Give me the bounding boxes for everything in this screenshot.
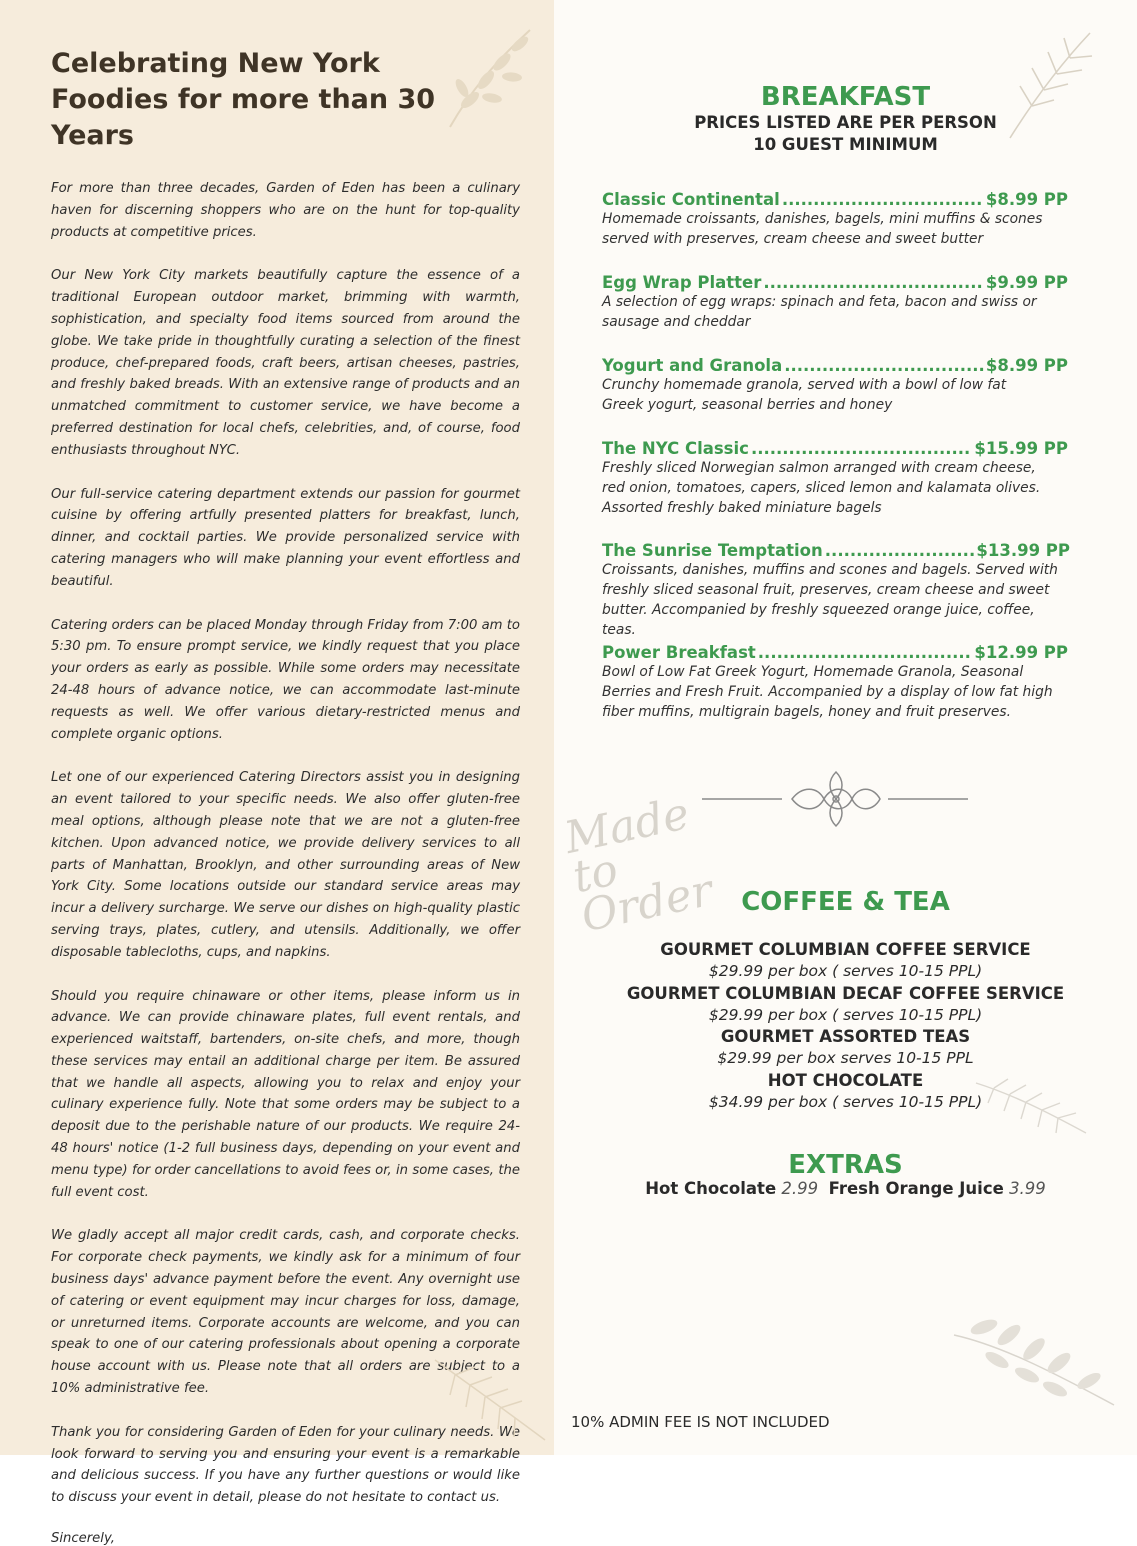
intro-paragraph: For more than three decades, Garden of Eden has been a culinary haven for discerning shoppers who are on the hunt for top-quality products at competitive prices. [51,181,520,240]
item-price: $15.99 PP [974,439,1068,458]
leader-dots [758,643,973,662]
item-description-line: Croissants, danishes, muffins and scones and bagels. Served with [602,562,1058,578]
item-name: Egg Wrap Platter [602,273,762,292]
coffee-tea-title: COFFEE & TEA [741,887,950,917]
heading-line-1: Celebrating New York [51,48,380,79]
admin-fee-note: 10% ADMIN FEE IS NOT INCLUDED [571,1413,830,1431]
item-description-line: Greek yogurt, seasonal berries and honey [602,397,893,413]
ordering-hours-paragraph: Catering orders can be placed Monday through Friday from 7:00 am to 5:30 pm. To ensure prompt service, we kindly request that you place your orders as early as possible. While some orders may necessitate 24-48 hours of advance notice, we can accommodate last-minute requests as well. We offer various dietary-restricted menus and complete organic options. [51,617,520,742]
menu-item [602,439,1068,518]
thank-you-paragraph: Thank you for considering Garden of Eden for your culinary needs. We look forward to serving you and ensuring your event is a remarkable and delicious success. If you have any further questions or would like to discuss your event in detail, please do not hesitate to contact us. [51,1424,520,1506]
item-description-line: red onion, tomatoes, capers, sliced lemon and kalamata olives. [602,480,1041,496]
leader-dots [751,439,972,458]
about-column [0,0,554,1546]
item-name: Classic Continental [602,190,780,209]
item-price: $8.99 PP [985,356,1068,375]
directors-paragraph: Let one of our experienced Catering Directors assist you in designing an event tailored to your specific needs. We also offer gluten-free meal options, although please note that we are not a gluten-free kitchen. Upon advanced notice, we provide delivery services to all parts of Manhattan, Brooklyn, and other surrounding areas of New York City. Some locations outside our standard service areas may incur a delivery surcharge. We serve our dishes on high-quality plastic serving trays, plates, cutlery, and utensils. Additionally, we offer disposable tablecloths, cups, and napkins. [51,770,520,960]
coffee-item-price: $29.99 per box ( serves 10-15 PPL) [708,962,983,980]
coffee-item-name: GOURMET COLUMBIAN DECAF COFFEE SERVICE [626,983,1065,1003]
item-description-line: Assorted freshly baked miniature bagels [602,500,882,516]
menu-item [602,643,1068,722]
signoff: Sincerely, [51,1531,115,1546]
catering-paragraph: Our full-service catering department extends our passion for gourmet cuisine by offering artfully presented platters for breakfast, lunch, dinner, and cocktail parties. We provide personalized service with catering managers who will make planning your event effortless and beautiful. [51,486,520,589]
breakfast-subtitle-minimum: 10 GUEST MINIMUM [753,135,938,154]
menu-item [602,190,1068,249]
coffee-item-name: HOT CHOCOLATE [767,1070,924,1090]
item-description-line: served with preserves, cream cheese and sweet butter [602,231,984,247]
payment-paragraph: We gladly accept all major credit cards, cash, and corporate checks. For corporate check payments, we kindly ask for a minimum of four business days' advance payment before the event. Any overnight use of catering or event equipment may incur charges for loss, damage, or unreturned items. Corporate accounts are welcome, and you can speak to one of our catering professionals about opening a corporate house account with us. Please note that all orders are subject to a 10% administrative fee. [51,1228,520,1397]
item-name: Power Breakfast [602,643,756,662]
leader-dots [782,190,984,209]
item-price: $12.99 PP [974,643,1068,662]
menu-column [554,0,1137,1455]
item-name: Yogurt and Granola [602,356,783,375]
leaf-sprig-icon [974,1075,1089,1137]
extras-title: EXTRAS [788,1150,903,1180]
coffee-item-price: $34.99 per box ( serves 10-15 PPL) [708,1092,983,1111]
leaf-sprig-icon [430,1355,550,1445]
item-description-line: Homemade croissants, danishes, bagels, mini muffins & scones [602,211,1043,227]
item-description-line: Berries and Fresh Fruit. Accompanied by a display of low fat high [602,684,1053,700]
item-description-line: Crunchy homemade granola, served with a bowl of low fat [602,377,1007,393]
breakfast-subtitle-price-note: PRICES LISTED ARE PER PERSON [694,113,997,132]
leader-dots [763,273,984,292]
leader-dots [784,356,984,375]
menu-item [602,273,1068,332]
extras-list [554,1179,1137,1198]
item-description-line: freshly sliced seasonal fruit, preserves, cream cheese and sweet [602,582,1050,598]
item-description-line: sausage and cheddar [602,314,751,330]
item-description-line: Freshly sliced Norwegian salmon arranged with cream cheese, [602,460,1036,476]
made-to-order-watermark: Made to Order [560,788,717,943]
coffee-item-price: $29.99 per box serves 10-15 PPL [717,1049,974,1067]
item-description-line: butter. Accompanied by freshly squeezed orange juice, coffee, teas. [602,602,1035,638]
extra-item-name: Fresh Orange Juice [828,1179,1004,1198]
coffee-item-price: $29.99 per box ( serves 10-15 PPL) [708,1005,983,1024]
extra-item-name: Hot Chocolate [645,1179,777,1198]
menu-item [602,356,1068,415]
item-price: $13.99 PP [976,541,1070,560]
item-price: $9.99 PP [985,273,1068,292]
menu-item [602,541,1070,640]
leaf-sprig-icon [949,1305,1119,1415]
extra-item-price: 2.99 [781,1179,819,1198]
markets-paragraph: Our New York City markets beautifully capture the essence of a traditional European outdoor market, brimming with warmth, sophistication, and specialty food items sourced from around the globe. We take pride in thoughtfully curating a selection of the finest produce, chef-prepared foods, craft beers, artisan cheeses, pastries, and freshly baked breads. With an extensive range of products and an unmatched commitment to customer service, we have become a preferred destination for local chefs, celebrities, and, of course, food enthusiasts throughout NYC. [51,268,520,458]
item-name: The Sunrise Temptation [602,541,823,560]
leaf-sprig-icon [440,22,540,132]
item-price: $8.99 PP [985,190,1068,209]
item-description-line: A selection of egg wraps: spinach and feta, bacon and swiss or [602,294,1037,310]
item-description-line: Bowl of Low Fat Greek Yogurt, Homemade Granola, Seasonal [602,664,1024,680]
leader-dots [825,541,975,560]
coffee-item-name: GOURMET COLUMBIAN COFFEE SERVICE [660,940,1031,959]
heading-line-2: Foodies for more than 30 Years [51,84,436,151]
extra-item-price: 3.99 [1009,1179,1046,1198]
item-name: The NYC Classic [602,439,749,458]
item-description-line: fiber muffins, multigrain bagels, honey and fruit preserves. [602,704,1011,720]
coffee-item-name: GOURMET ASSORTED TEAS [720,1027,971,1046]
chinaware-paragraph: Should you require chinaware or other items, please inform us in advance. We can provide chinaware plates, full event rentals, and experienced waitstaff, bartenders, on-site chefs, and more, though these services may entail an additional charge per item. Be assured that we handle all aspects, allowing you to relax and enjoy your culinary experience fully. Note that some orders may be subject to a deposit due to the perishable nature of our products. We require 24-48 hours' notice (1-2 full business days, depending on your event and menu type) for order cancellations to avoid fees or, in some cases, the full event cost. [51,988,520,1200]
breakfast-title: BREAKFAST [760,82,931,112]
